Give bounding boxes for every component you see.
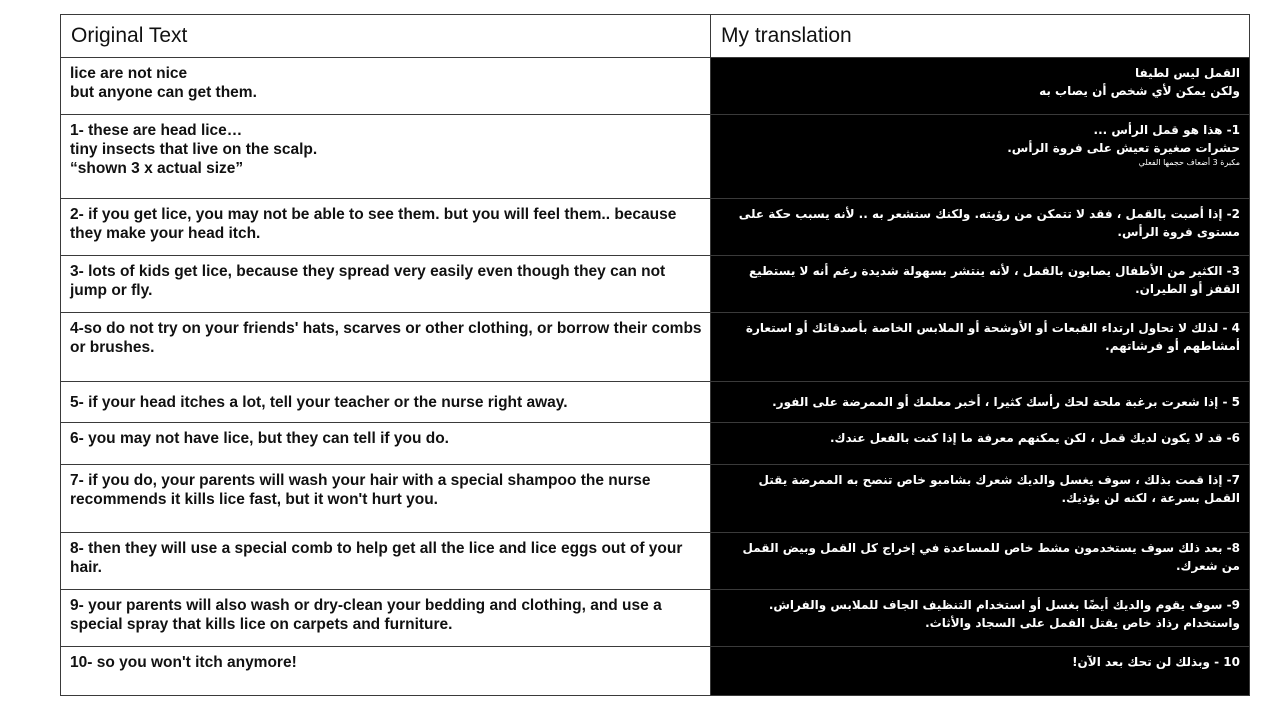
original-text-cell: 7- if you do, your parents will wash your hair with a special shampoo the nurse recommends it kills lice fast, but it won't hurt you. (61, 465, 711, 533)
translation-cell: 10 - وبذلك لن تحك بعد الآن! (711, 647, 1250, 696)
table-row (61, 313, 1250, 382)
translation-cell: 8- بعد ذلك سوف يستخدمون مشط خاص للمساعدة في إخراج كل القمل وبيض القمل من شعرك. (711, 533, 1250, 590)
header-row (61, 15, 1250, 58)
translation-cell: القمل ليس لطيفا ولكن يمكن لأي شخص أن يصاب به (711, 58, 1250, 115)
table-row (61, 199, 1250, 256)
table-row (61, 465, 1250, 533)
original-text-cell: 9- your parents will also wash or dry-clean your bedding and clothing, and use a special spray that kills lice on carpets and furniture. (61, 590, 711, 647)
table-row (61, 256, 1250, 313)
translation-text: 1- هذا هو قمل الرأس ... حشرات صغيرة تعيش على فروة الرأس. (1007, 123, 1240, 155)
original-text-cell: 8- then they will use a special comb to help get all the lice and lice eggs out of your hair. (61, 533, 711, 590)
translation-cell: 6- قد لا يكون لديك قمل ، لكن يمكنهم معرفة ما إذا كنت بالفعل عندك. (711, 423, 1250, 465)
header-original-text: Original Text (61, 15, 711, 58)
original-text-cell: 4-so do not try on your friends' hats, scarves or other clothing, or borrow their combs or brushes. (61, 313, 711, 382)
table-row (61, 423, 1250, 465)
table-row (61, 533, 1250, 590)
translation-cell (711, 115, 1250, 199)
table-row (61, 382, 1250, 423)
translation-cell: 3- الكثير من الأطفال يصابون بالقمل ، لأنه ينتشر بسهولة شديدة رغم أنه لا يستطيع القفز أو الطيران. (711, 256, 1250, 313)
original-text-cell: 2- if you get lice, you may not be able to see them. but you will feel them.. because they make your head itch. (61, 199, 711, 256)
translation-cell: 7- إذا قمت بذلك ، سوف يغسل والديك شعرك بشامبو خاص تنصح به الممرضة يقتل القمل بسرعة ، لكنه لن يؤذيك. (711, 465, 1250, 533)
header-my-translation: My translation (711, 15, 1250, 58)
translation-cell: 9- سوف يقوم والديك أيضًا بغسل أو استخدام التنظيف الجاف للملابس والفراش. واستخدام رذاذ خاص يقتل القمل على السجاد والأثاث. (711, 590, 1250, 647)
table-row (61, 647, 1250, 696)
table-row (61, 58, 1250, 115)
translation-cell: 5 - إذا شعرت برغبة ملحة لحك رأسك كثيرا ، أخبر معلمك أو الممرضة على الفور. (711, 382, 1250, 423)
translation-note: مكبرة 3 أضعاف حجمها الفعلي (1138, 158, 1240, 167)
original-text-cell: 10- so you won't itch anymore! (61, 647, 711, 696)
original-text-cell: lice are not nice but anyone can get them. (61, 58, 711, 115)
translation-cell: 4 - لذلك لا تحاول ارتداء القبعات أو الأوشحة أو الملابس الخاصة بأصدقائك أو استعارة أمشاطهم أو فرشاتهم. (711, 313, 1250, 382)
translation-cell: 2- إذا أصبت بالقمل ، فقد لا تتمكن من رؤيته. ولكنك ستشعر به .. لأنه يسبب حكة على مستوى فروة الرأس. (711, 199, 1250, 256)
table-row (61, 590, 1250, 647)
translation-table (60, 14, 1250, 696)
original-text-cell: 5- if your head itches a lot, tell your teacher or the nurse right away. (61, 382, 711, 423)
original-text-cell: 3- lots of kids get lice, because they spread very easily even though they can not jump or fly. (61, 256, 711, 313)
table-row (61, 115, 1250, 199)
original-text-cell: 6- you may not have lice, but they can tell if you do. (61, 423, 711, 465)
original-text-cell: 1- these are head lice… tiny insects that live on the scalp. “shown 3 x actual size” (61, 115, 711, 199)
